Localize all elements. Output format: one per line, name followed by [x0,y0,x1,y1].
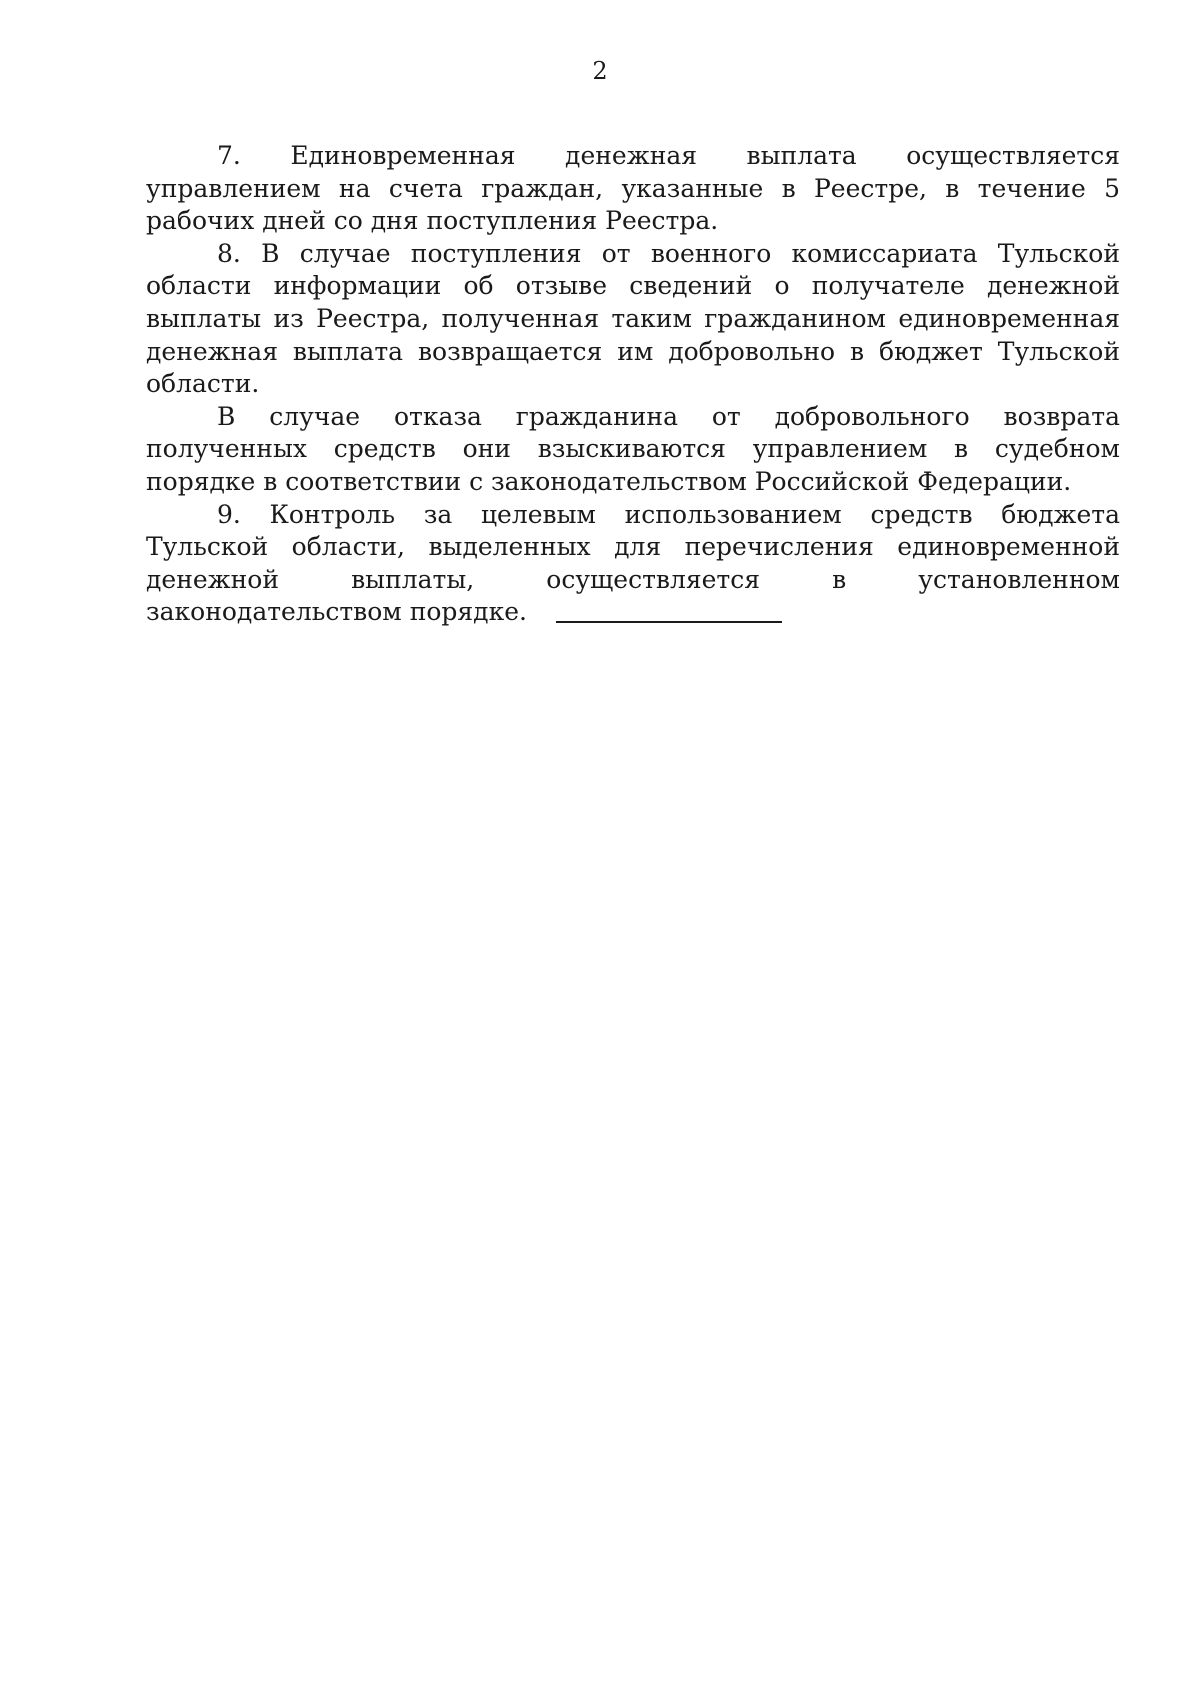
page-number: 2 [592,57,608,85]
paragraph-9: 9. Контроль за целевым использованием средств бюджета Тульской области, выделенных для перечисления единовременной денежной выплаты, осуществляется в установленном законодательством порядке. [146,499,1120,627]
paragraph-8: 8. В случае поступления от военного комиссариата Тульской области информации об отзыве сведений о получателе денежной выплаты из Реестра, полученная таким гражданином единовременная денежная выплата возвращается им добровольно в бюджет Тульской области. [146,238,1120,399]
paragraph-8-continued: В случае отказа гражданина от добровольного возврата полученных средств они взыскиваются управлением в судебном порядке в соответствии с законодательством Российской Федерации. [146,401,1120,496]
end-separator-line [556,621,782,623]
paragraph-7: 7. Единовременная денежная выплата осуществляется управлением на счета граждан, указанные в Реестре, в течение 5 рабочих дней со дня поступления Реестра. [146,141,1120,236]
document-body [146,140,1120,629]
